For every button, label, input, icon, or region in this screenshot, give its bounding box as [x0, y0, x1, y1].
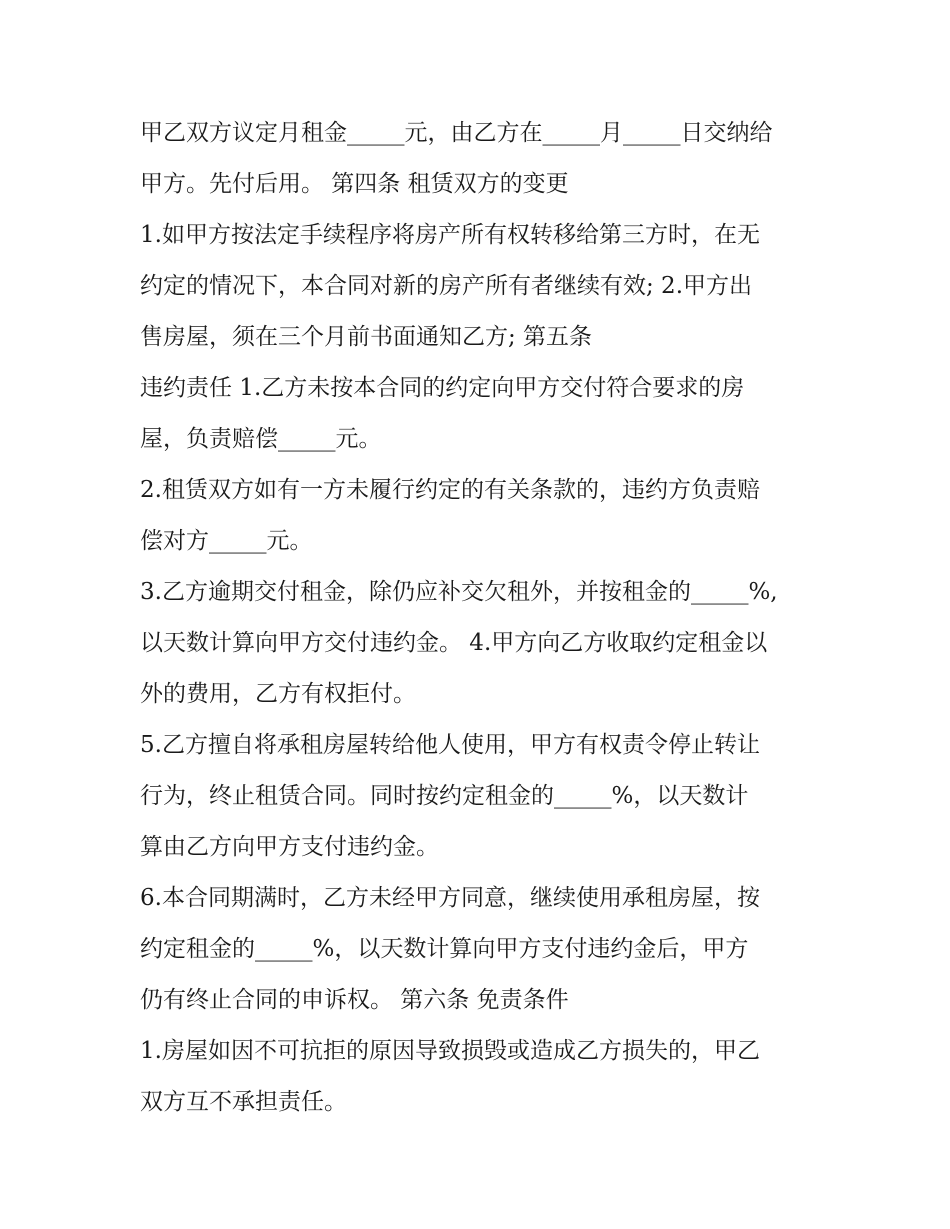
- text-line-5: 售房屋，须在三个月前书面通知乙方; 第五条: [140, 324, 593, 350]
- text-line-11: 以天数计算向甲方交付违约金。 4.甲方向乙方收取约定租金以: [140, 630, 768, 656]
- text-line-8: 2.租赁双方如有一方未履行约定的有关条款的，违约方负责赔: [140, 477, 760, 503]
- text-line-18: 仍有终止合同的申诉权。 第六条 免责条件: [140, 987, 569, 1013]
- text-line-6: 违约责任 1.乙方未按本合同的约定向甲方交付符合要求的房: [140, 375, 745, 401]
- text-line-19: 1.房屋如因不可抗拒的原因导致损毁或造成乙方损失的，甲乙: [140, 1038, 760, 1064]
- text-line-9: 偿对方_____元。: [140, 528, 313, 554]
- text-line-17: 约定租金的_____%，以天数计算向甲方支付违约金后，甲方: [140, 936, 749, 962]
- text-line-3: 1.如甲方按法定手续程序将房产所有权转移给第三方时，在无: [140, 222, 760, 248]
- text-line-20: 双方互不承担责任。: [140, 1089, 347, 1115]
- text-line-1: 甲乙双方议定月租金_____元，由乙方在_____月_____日交纳给: [140, 120, 773, 146]
- text-line-15: 算由乙方向甲方支付违约金。: [140, 834, 439, 860]
- text-line-2: 甲方。先付后用。 第四条 租赁双方的变更: [140, 171, 569, 197]
- text-line-7: 屋，负责赔偿_____元。: [140, 426, 382, 452]
- text-line-13: 5.乙方擅自将承租房屋转给他人使用，甲方有权责令停止转让: [140, 732, 760, 758]
- text-line-14: 行为，终止租赁合同。同时按约定租金的_____%，以天数计: [140, 783, 749, 809]
- text-line-10: 3.乙方逾期交付租金，除仍应补交欠租外，并按租金的_____%,: [140, 579, 778, 605]
- text-line-16: 6.本合同期满时，乙方未经甲方同意，继续使用承租房屋，按: [140, 885, 760, 911]
- text-line-4: 约定的情况下，本合同对新的房产所有者继续有效; 2.甲方出: [140, 273, 753, 299]
- contract-body: [140, 108, 820, 1128]
- text-line-12: 外的费用，乙方有权拒付。: [140, 681, 416, 707]
